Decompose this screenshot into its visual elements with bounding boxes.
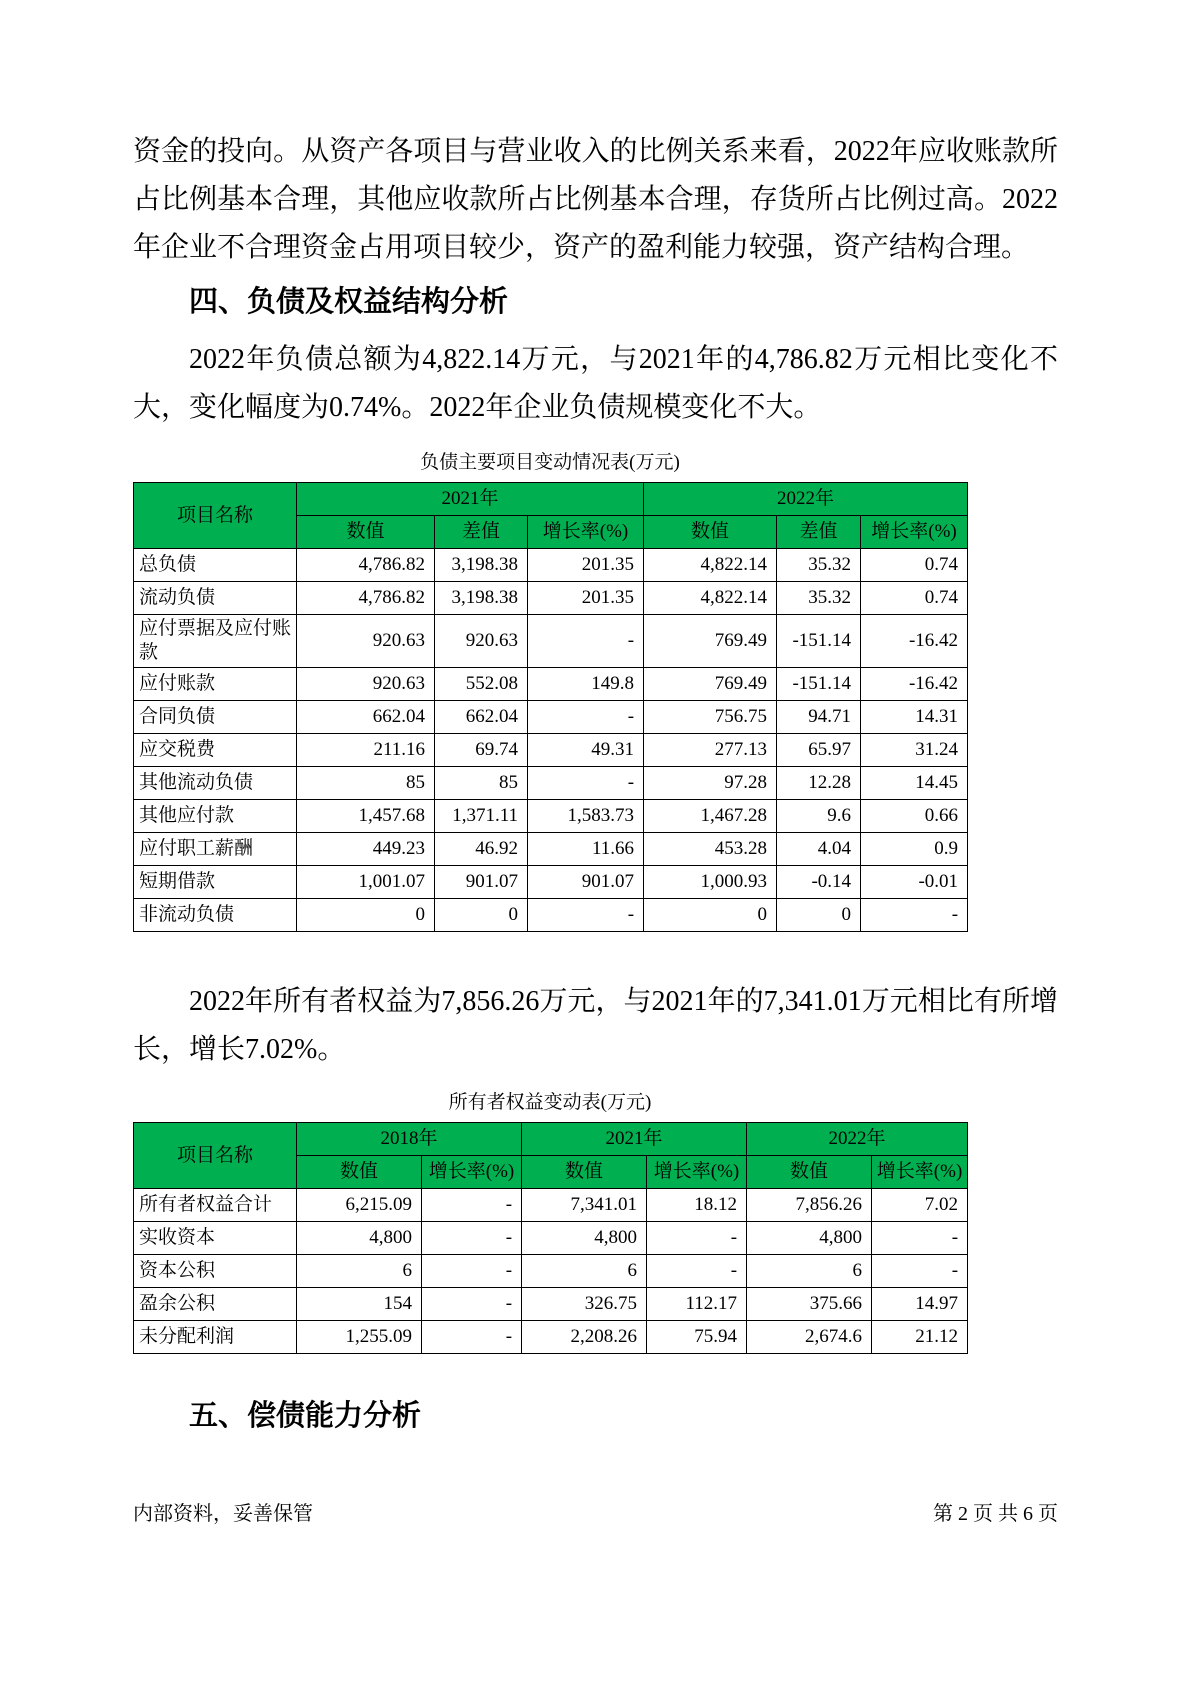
cell-value: 0 (297, 899, 435, 932)
cell-value: - (872, 1255, 968, 1288)
cell-value: 375.66 (747, 1288, 872, 1321)
cell-value: 769.49 (644, 615, 777, 668)
cell-value: 4,822.14 (644, 582, 777, 615)
liabilities-table-header (134, 483, 968, 549)
cell-value: 7,856.26 (747, 1189, 872, 1222)
table-row (134, 701, 968, 734)
cell-value: 0.66 (861, 800, 968, 833)
subheader-growth: 增长率(%) (528, 516, 644, 549)
cell-value: 94.71 (777, 701, 861, 734)
cell-value: - (422, 1255, 522, 1288)
equity-table-body (134, 1189, 968, 1354)
cell-value: - (647, 1222, 747, 1255)
row-label: 合同负债 (134, 701, 297, 734)
year-header-2022: 2022年 (644, 483, 968, 516)
cell-value: -16.42 (861, 615, 968, 668)
cell-value: 3,198.38 (435, 582, 528, 615)
cell-value: 154 (297, 1288, 422, 1321)
cell-value: 0.74 (861, 549, 968, 582)
cell-value: - (647, 1255, 747, 1288)
row-label: 短期借款 (134, 866, 297, 899)
cell-value: -0.01 (861, 866, 968, 899)
cell-value: 75.94 (647, 1321, 747, 1354)
cell-value: 1,583.73 (528, 800, 644, 833)
cell-value: 2,208.26 (522, 1321, 647, 1354)
row-label: 应交税费 (134, 734, 297, 767)
row-label: 其他流动负债 (134, 767, 297, 800)
year-header-2021: 2021年 (522, 1123, 747, 1156)
cell-value: 901.07 (528, 866, 644, 899)
cell-value: 97.28 (644, 767, 777, 800)
cell-value: 35.32 (777, 549, 861, 582)
cell-value: 1,371.11 (435, 800, 528, 833)
cell-value: 4,786.82 (297, 582, 435, 615)
cell-value: -151.14 (777, 615, 861, 668)
header-row-years (134, 1123, 968, 1156)
equity-table-header (134, 1123, 968, 1189)
cell-value: 4,800 (747, 1222, 872, 1255)
table-row (134, 549, 968, 582)
table-row (134, 668, 968, 701)
cell-value: -151.14 (777, 668, 861, 701)
page-footer (133, 1500, 1058, 1528)
table-row (134, 1189, 968, 1222)
cell-value: 901.07 (435, 866, 528, 899)
cell-value: - (528, 701, 644, 734)
cell-value: - (872, 1222, 968, 1255)
table-row (134, 833, 968, 866)
cell-value: 201.35 (528, 549, 644, 582)
cell-value: 4,822.14 (644, 549, 777, 582)
table-row (134, 582, 968, 615)
cell-value: 201.35 (528, 582, 644, 615)
subheader-growth: 增长率(%) (422, 1156, 522, 1189)
equity-table-title: 所有者权益变动表(万元) (448, 1092, 652, 1113)
cell-value: 6 (747, 1255, 872, 1288)
cell-value: 12.28 (777, 767, 861, 800)
cell-value: 11.66 (528, 833, 644, 866)
cell-value: 0 (435, 899, 528, 932)
cell-value: 920.63 (297, 668, 435, 701)
table-row (134, 767, 968, 800)
cell-value: 9.6 (777, 800, 861, 833)
year-header-2022: 2022年 (747, 1123, 968, 1156)
subheader-value: 数值 (644, 516, 777, 549)
cell-value: 662.04 (435, 701, 528, 734)
cell-value: 4,800 (297, 1222, 422, 1255)
table-row (134, 1222, 968, 1255)
section4-paragraph: 2022年负债总额为4,822.14万元，与2021年的4,786.82万元相比变化不大，变化幅度为0.74%。2022年企业负债规模变化不大。 (133, 344, 1058, 423)
cell-value: 1,467.28 (644, 800, 777, 833)
cell-value: 552.08 (435, 668, 528, 701)
section4-heading: 四、负债及权益结构分析 (189, 286, 509, 318)
cell-value: 21.12 (872, 1321, 968, 1354)
row-label: 所有者权益合计 (134, 1189, 297, 1222)
row-label: 应付票据及应付账款 (134, 615, 297, 668)
table-row (134, 899, 968, 932)
year-header-2021: 2021年 (297, 483, 644, 516)
subheader-growth: 增长率(%) (647, 1156, 747, 1189)
cell-value: - (528, 767, 644, 800)
row-label: 资本公积 (134, 1255, 297, 1288)
table-row (134, 615, 968, 668)
cell-value: - (861, 899, 968, 932)
cell-value: - (528, 899, 644, 932)
cell-value: 7,341.01 (522, 1189, 647, 1222)
cell-value: 14.45 (861, 767, 968, 800)
liabilities-table-body (134, 549, 968, 932)
cell-value: 6 (297, 1255, 422, 1288)
cell-value: 0.9 (861, 833, 968, 866)
subheader-value: 数值 (297, 516, 435, 549)
year-header-2018: 2018年 (297, 1123, 522, 1156)
cell-value: 65.97 (777, 734, 861, 767)
cell-value: 277.13 (644, 734, 777, 767)
cell-value: - (422, 1189, 522, 1222)
cell-value: - (422, 1321, 522, 1354)
row-label: 应付账款 (134, 668, 297, 701)
table-row (134, 800, 968, 833)
subheader-diff: 差值 (777, 516, 861, 549)
subheader-diff: 差值 (435, 516, 528, 549)
liabilities-table (133, 482, 968, 932)
subheader-value: 数值 (522, 1156, 647, 1189)
cell-value: 662.04 (297, 701, 435, 734)
cell-value: 18.12 (647, 1189, 747, 1222)
subheader-growth: 增长率(%) (872, 1156, 968, 1189)
cell-value: 46.92 (435, 833, 528, 866)
cell-value: 2,674.6 (747, 1321, 872, 1354)
subheader-value: 数值 (297, 1156, 422, 1189)
cell-value: 6,215.09 (297, 1189, 422, 1222)
header-row-years (134, 483, 968, 516)
cell-value: 920.63 (435, 615, 528, 668)
cell-value: -0.14 (777, 866, 861, 899)
cell-value: 1,000.93 (644, 866, 777, 899)
cell-value: 85 (435, 767, 528, 800)
row-label: 应付职工薪酬 (134, 833, 297, 866)
section5-heading: 五、偿债能力分析 (189, 1400, 422, 1432)
table-row (134, 734, 968, 767)
cell-value: 6 (522, 1255, 647, 1288)
cell-value: 7.02 (872, 1189, 968, 1222)
table-row (134, 1288, 968, 1321)
cell-value: -16.42 (861, 668, 968, 701)
cell-value: 211.16 (297, 734, 435, 767)
liabilities-table-title: 负债主要项目变动情况表(万元) (420, 452, 680, 473)
cell-value: - (528, 615, 644, 668)
cell-value: 0.74 (861, 582, 968, 615)
cell-value: 69.74 (435, 734, 528, 767)
cell-value: 449.23 (297, 833, 435, 866)
footer-page-number: 第 2 页 共 6 页 (933, 1503, 1058, 1525)
cell-value: 35.32 (777, 582, 861, 615)
cell-value: 1,457.68 (297, 800, 435, 833)
cell-value: 326.75 (522, 1288, 647, 1321)
corner-header-cell: 项目名称 (134, 1123, 297, 1189)
cell-value: 920.63 (297, 615, 435, 668)
equity-paragraph: 2022年所有者权益为7,856.26万元，与2021年的7,341.01万元相比有所增长，增长7.02%。 (133, 986, 1058, 1065)
cell-value: 112.17 (647, 1288, 747, 1321)
cell-value: 1,001.07 (297, 866, 435, 899)
cell-value: 769.49 (644, 668, 777, 701)
row-label: 其他应付款 (134, 800, 297, 833)
cell-value: 14.31 (861, 701, 968, 734)
cell-value: 4,800 (522, 1222, 647, 1255)
row-label: 总负债 (134, 549, 297, 582)
table-row (134, 1255, 968, 1288)
row-label: 实收资本 (134, 1222, 297, 1255)
row-label: 未分配利润 (134, 1321, 297, 1354)
cell-value: 149.8 (528, 668, 644, 701)
footer-confidential-label: 内部资料，妥善保管 (133, 1503, 313, 1525)
cell-value: 31.24 (861, 734, 968, 767)
cell-value: 85 (297, 767, 435, 800)
cell-value: - (422, 1288, 522, 1321)
cell-value: - (422, 1222, 522, 1255)
cell-value: 1,255.09 (297, 1321, 422, 1354)
cell-value: 49.31 (528, 734, 644, 767)
row-label: 非流动负债 (134, 899, 297, 932)
subheader-value: 数值 (747, 1156, 872, 1189)
cell-value: 4.04 (777, 833, 861, 866)
cell-value: 3,198.38 (435, 549, 528, 582)
cell-value: 453.28 (644, 833, 777, 866)
cell-value: 0 (777, 899, 861, 932)
cell-value: 4,786.82 (297, 549, 435, 582)
cell-value: 0 (644, 899, 777, 932)
cell-value: 756.75 (644, 701, 777, 734)
corner-header-cell: 项目名称 (134, 483, 297, 549)
cell-value: 14.97 (872, 1288, 968, 1321)
row-label: 盈余公积 (134, 1288, 297, 1321)
intro-paragraph: 资金的投向。从资产各项目与营业收入的比例关系来看，2022年应收账款所占比例基本合理，其他应收款所占比例基本合理，存货所占比例过高。2022年企业不合理资金占用项目较少，资产的盈利能力较强，资产结构合理。 (133, 136, 1058, 263)
subheader-growth: 增长率(%) (861, 516, 968, 549)
equity-table (133, 1122, 968, 1354)
table-row (134, 1321, 968, 1354)
table-row (134, 866, 968, 899)
row-label: 流动负债 (134, 582, 297, 615)
